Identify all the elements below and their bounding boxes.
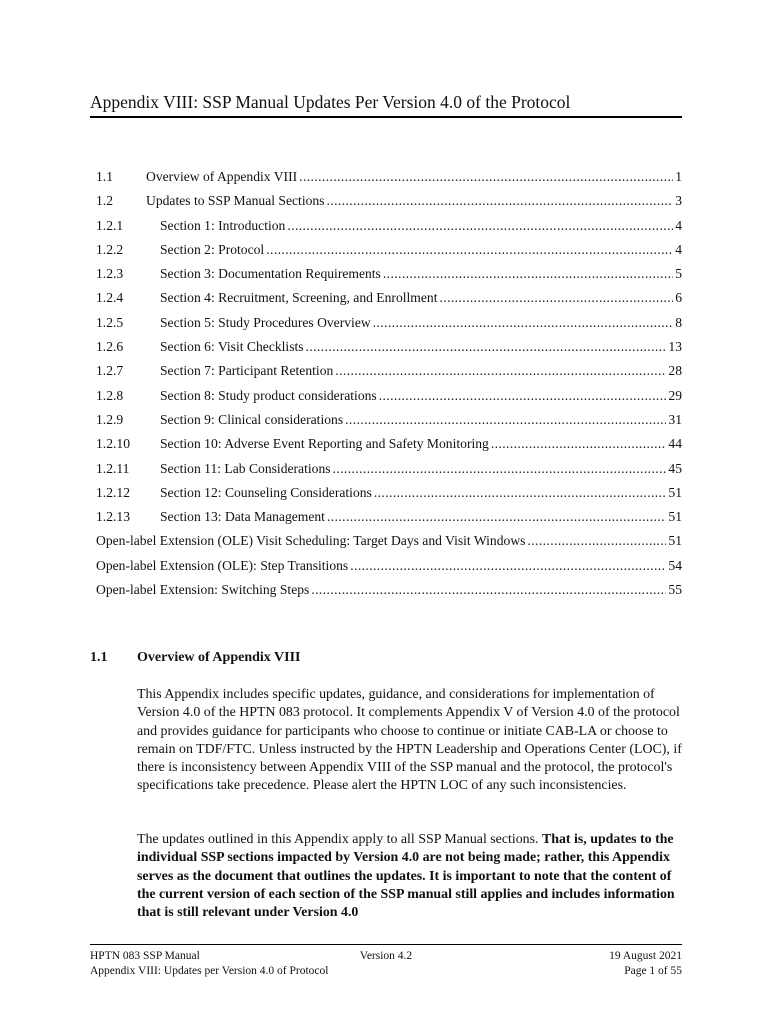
toc-entry-title: Section 2: Protocol bbox=[160, 241, 265, 257]
footer-manual: HPTN 083 SSP Manual bbox=[90, 950, 200, 962]
toc-dot-leader bbox=[326, 192, 673, 210]
toc-entry-title: Section 12: Counseling Considerations bbox=[160, 484, 372, 500]
toc-dot-leader bbox=[345, 411, 666, 429]
toc-dot-leader bbox=[327, 508, 666, 526]
toc-entry-title: Section 4: Recruitment, Screening, and Enrollment bbox=[160, 290, 438, 306]
toc-dot-leader bbox=[374, 484, 667, 502]
toc-entry[interactable] bbox=[96, 338, 682, 362]
footer-appendix: Appendix VIII: Updates per Version 4.0 of Protocol bbox=[90, 965, 329, 977]
footer-date: 19 August 2021 bbox=[609, 950, 682, 962]
toc-dot-leader bbox=[299, 168, 673, 186]
footer-version: Version 4.2 bbox=[359, 950, 413, 962]
toc-entry-page: 3 bbox=[675, 193, 682, 209]
toc-entry[interactable] bbox=[96, 581, 682, 605]
toc-entry-title: Open-label Extension: Switching Steps bbox=[96, 582, 310, 598]
toc-dot-leader bbox=[373, 314, 674, 332]
toc-entry-title: Updates to SSP Manual Sections bbox=[146, 193, 325, 209]
page-title: Appendix VIII: SSP Manual Updates Per Version 4.0 of the Protocol bbox=[90, 92, 682, 118]
toc-entry[interactable] bbox=[96, 387, 682, 411]
toc-entry-page: 54 bbox=[668, 557, 682, 573]
toc-entry-number: 1.2.2 bbox=[96, 241, 124, 257]
toc-entry-number: 1.1 bbox=[96, 169, 113, 184]
toc-entry-title: Overview of Appendix VIII bbox=[146, 169, 298, 184]
toc-entry-page: 44 bbox=[668, 436, 682, 452]
toc-entry-page: 8 bbox=[675, 314, 682, 330]
toc-dot-leader bbox=[311, 581, 666, 599]
toc-entry[interactable] bbox=[96, 192, 682, 216]
toc-entry[interactable] bbox=[96, 362, 682, 386]
toc-entry-title: Section 11: Lab Considerations bbox=[160, 460, 331, 476]
page-footer bbox=[90, 944, 682, 979]
toc-entry-number: 1.2.6 bbox=[96, 339, 124, 355]
toc-entry-page: 1 bbox=[675, 169, 682, 184]
toc-entry-title: Open-label Extension (OLE) Visit Scheduling: Target Days and Visit Windows bbox=[96, 533, 526, 549]
toc-entry-number: 1.2.4 bbox=[96, 290, 124, 306]
toc-dot-leader bbox=[266, 241, 673, 259]
toc-entry-number: 1.2.7 bbox=[96, 363, 124, 379]
toc-entry-page: 55 bbox=[668, 582, 682, 598]
toc-dot-leader bbox=[306, 338, 667, 356]
toc-entry-title: Section 5: Study Procedures Overview bbox=[160, 314, 371, 330]
toc-entry-number: 1.2.1 bbox=[96, 217, 124, 233]
toc-entry-title: Section 8: Study product considerations bbox=[160, 387, 377, 403]
toc-entry-page: 28 bbox=[668, 363, 682, 379]
toc-entry-number: 1.2.10 bbox=[96, 436, 130, 452]
toc-entry-page: 51 bbox=[668, 509, 682, 525]
toc-entry[interactable] bbox=[96, 532, 682, 556]
toc-dot-leader bbox=[527, 532, 666, 550]
toc-entry-number: 1.2.12 bbox=[96, 484, 130, 500]
toc-entry-number: 1.2.13 bbox=[96, 509, 130, 525]
paragraph-1: This Appendix includes specific updates, guidance, and considerations for implementation of Version 4.0 of the HPTN 083 protocol. It complements Appendix V of Version 4.0 of the protocol and provides guidance for participants who choose to continue or initiate CAB-LA or choose to remain on TDF/FTC. Unless instructed by the HPTN Leadership and Operations Center (LOC), if there is inconsistency between Appendix VIII of the SSP manual and the protocol, the protocol's specifications take precedence. Please alert the HPTN LOC of any such inconsistencies. bbox=[137, 687, 682, 794]
toc-dot-leader bbox=[350, 557, 666, 575]
toc-entry-title: Open-label Extension (OLE): Step Transitions bbox=[96, 557, 349, 573]
toc-dot-leader bbox=[379, 387, 667, 405]
toc-entry-number: 1.2.11 bbox=[96, 460, 130, 476]
toc-entry[interactable] bbox=[96, 241, 682, 265]
table-of-contents bbox=[96, 168, 682, 605]
paragraph-2 bbox=[137, 831, 683, 922]
toc-entry[interactable] bbox=[96, 460, 682, 484]
toc-entry-page: 13 bbox=[668, 339, 682, 355]
toc-entry[interactable] bbox=[96, 508, 682, 532]
toc-entry-number: 1.2.8 bbox=[96, 387, 124, 403]
paragraph-2-normal: The updates outlined in this Appendix apply to all SSP Manual sections. bbox=[137, 832, 542, 847]
toc-entry[interactable] bbox=[96, 289, 682, 313]
footer-page-number: Page 1 of 55 bbox=[624, 965, 682, 977]
toc-entry-number: 1.2 bbox=[96, 193, 113, 209]
toc-entry-title: Section 9: Clinical considerations bbox=[160, 411, 344, 427]
toc-dot-leader bbox=[439, 289, 673, 307]
toc-dot-leader bbox=[383, 265, 673, 283]
paragraph-2-bold: That is, updates to the individual SSP sections impacted by Version 4.0 are not being made; rather, this Appendix serves as the document that outlines the updates. It is important to note that the content of the current version of each section of the SSP manual still applies and includes information that is still relevant under Version 4.0 bbox=[137, 832, 675, 921]
toc-entry-number: 1.2.5 bbox=[96, 314, 124, 330]
toc-entry-title: Section 10: Adverse Event Reporting and Safety Monitoring bbox=[160, 436, 489, 452]
toc-dot-leader bbox=[335, 362, 666, 380]
toc-entry-title: Section 3: Documentation Requirements bbox=[160, 266, 381, 282]
toc-entry-page: 31 bbox=[668, 411, 682, 427]
toc-entry-page: 45 bbox=[668, 460, 682, 476]
toc-entry[interactable] bbox=[96, 557, 682, 581]
toc-entry-title: Section 1: Introduction bbox=[160, 217, 286, 233]
toc-entry-number: 1.2.9 bbox=[96, 411, 124, 427]
toc-entry[interactable] bbox=[96, 435, 682, 459]
toc-entry-page: 51 bbox=[668, 533, 682, 549]
toc-entry-page: 6 bbox=[675, 290, 682, 306]
toc-entry-page: 29 bbox=[668, 387, 682, 403]
toc-entry-page: 5 bbox=[675, 266, 682, 282]
toc-entry-page: 4 bbox=[675, 217, 682, 233]
toc-entry[interactable] bbox=[96, 265, 682, 289]
toc-entry[interactable] bbox=[96, 217, 682, 241]
toc-entry[interactable] bbox=[96, 168, 682, 192]
toc-entry-page: 4 bbox=[675, 241, 682, 257]
toc-dot-leader bbox=[287, 217, 673, 235]
toc-entry-title: Section 7: Participant Retention bbox=[160, 363, 334, 379]
toc-entry-number: 1.2.3 bbox=[96, 266, 124, 282]
toc-entry[interactable] bbox=[96, 314, 682, 338]
toc-dot-leader bbox=[333, 460, 667, 478]
toc-entry-page: 51 bbox=[668, 484, 682, 500]
section-title: Overview of Appendix VIII bbox=[137, 650, 301, 665]
toc-dot-leader bbox=[491, 435, 667, 453]
toc-entry-title: Section 13: Data Management bbox=[160, 509, 325, 525]
toc-entry[interactable] bbox=[96, 484, 682, 508]
toc-entry[interactable] bbox=[96, 411, 682, 435]
section-number: 1.1 bbox=[90, 650, 108, 665]
section-heading bbox=[90, 650, 682, 666]
toc-entry-title: Section 6: Visit Checklists bbox=[160, 339, 304, 355]
